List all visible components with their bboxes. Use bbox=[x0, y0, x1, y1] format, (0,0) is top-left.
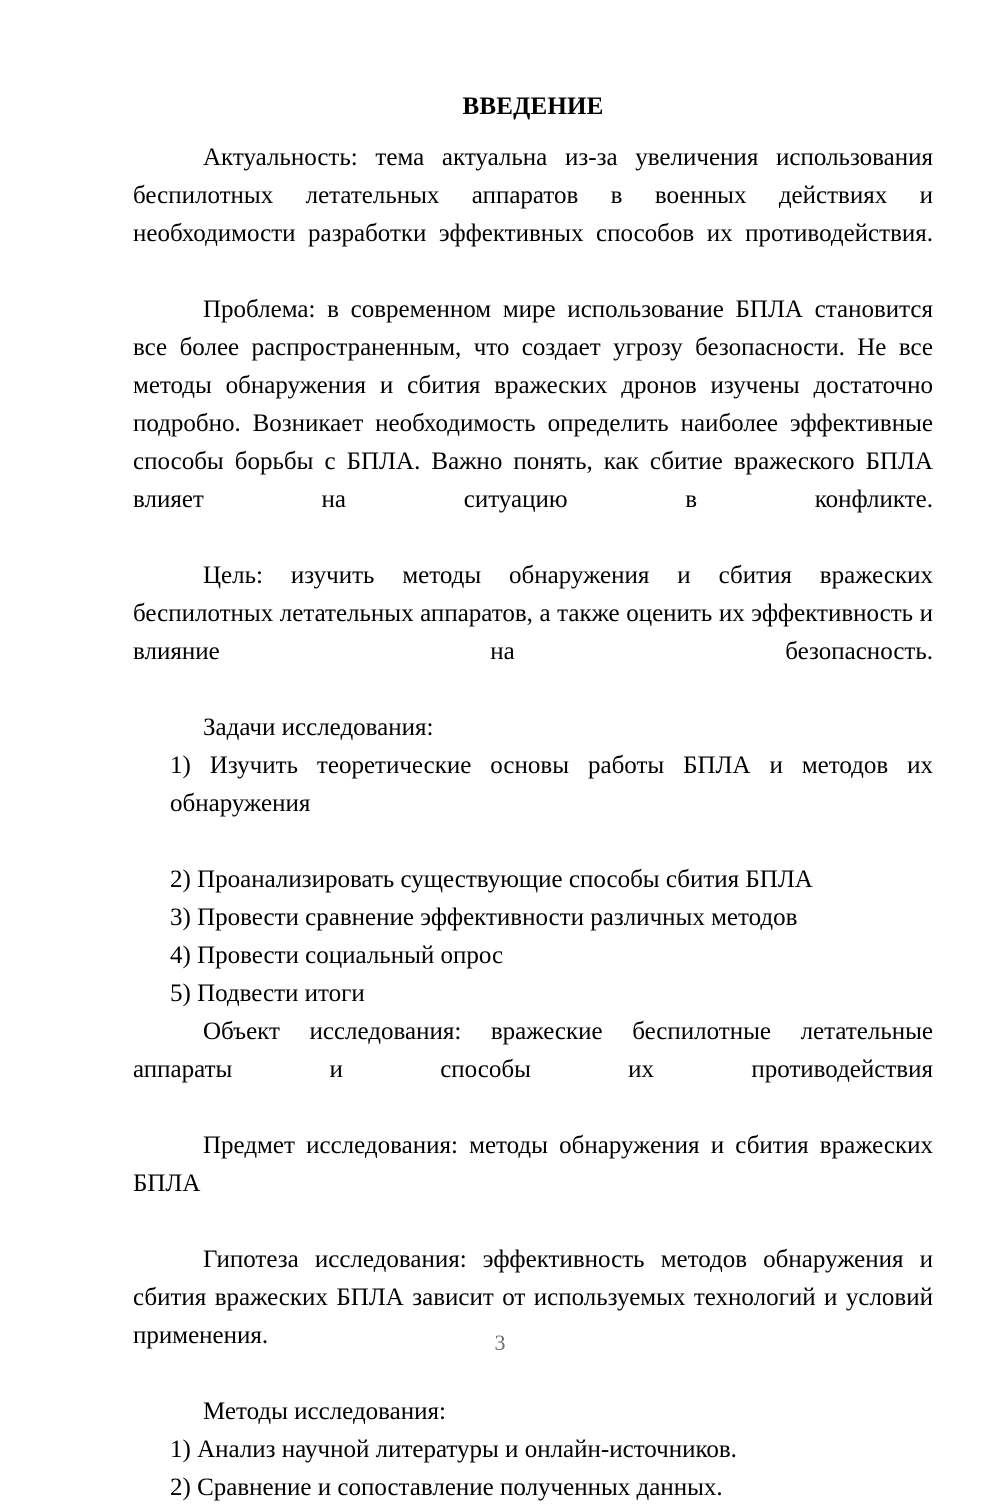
list-item: 2) Сравнение и сопоставление полученных данных. bbox=[170, 1474, 723, 1501]
paragraph-hypothesis: Гипотеза исследования: эффективность методов обнаружения и сбития вражеских БПЛА зависит от используемых технологий и условий применения. bbox=[133, 1246, 933, 1349]
list-item: 5) Подвести итоги bbox=[170, 980, 365, 1007]
list-item: 3) Провести сравнение эффективности различных методов bbox=[170, 904, 798, 931]
list-item: 4) Провести социальный опрос bbox=[170, 942, 504, 969]
paragraph-relevance: Актуальность: тема актуальна из-за увеличения использования беспилотных летательных аппаратов в военных действиях и необходимости разработки эффективных способов их противодействия. bbox=[133, 144, 933, 247]
paragraph-goal: Цель: изучить методы обнаружения и сбития вражеских беспилотных летательных аппаратов, а также оценить их эффективность и влияние на безопасность. bbox=[133, 562, 933, 665]
list-item: 1) Изучить теоретические основы работы БПЛА и методов их обнаружения bbox=[170, 752, 933, 817]
paragraph-object: Объект исследования: вражеские беспилотные летательные аппараты и способы их противодействия bbox=[133, 1018, 933, 1083]
tasks-heading: Задачи исследования: bbox=[203, 714, 434, 741]
methods-heading: Методы исследования: bbox=[203, 1398, 446, 1425]
paragraph-problem: Проблема: в современном мире использование БПЛА становится все более распространенным, что создает угрозу безопасности. Не все методы обнаружения и сбития вражеских дронов изучены достаточно подробно. Возникает необходимость определить наиболее эффективные способы борьбы с БПЛА. Важно понять, как сбитие вражеского БПЛА влияет на ситуацию в конфликте. bbox=[133, 296, 933, 513]
page-title: ВВЕДЕНИЕ bbox=[462, 93, 604, 120]
list-item: 2) Проанализировать существующие способы сбития БПЛА bbox=[170, 866, 813, 893]
page-number: 3 bbox=[494, 1330, 506, 1355]
list-item: 1) Анализ научной литературы и онлайн-источников. bbox=[170, 1436, 737, 1463]
paragraph-subject: Предмет исследования: методы обнаружения и сбития вражеских БПЛА bbox=[133, 1132, 933, 1197]
document-body bbox=[133, 88, 933, 1507]
